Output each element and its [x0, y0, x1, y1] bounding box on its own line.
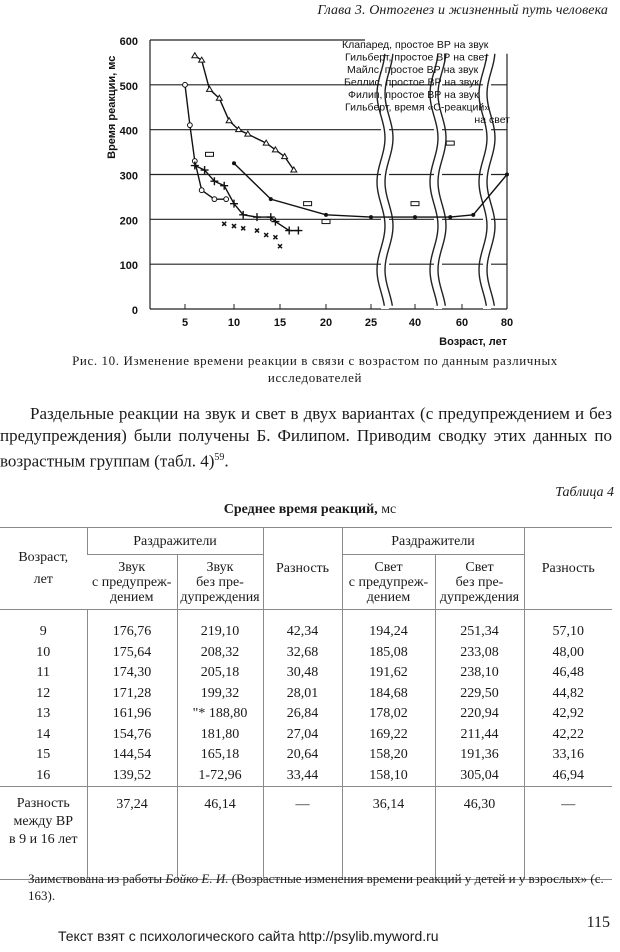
- legend-entry: Майлс, простое ВР на звук: [347, 64, 479, 76]
- y-tick-label: 300: [119, 170, 138, 183]
- point-dot: [369, 215, 373, 219]
- footer-value: 37,24: [87, 787, 177, 880]
- hdr-line: дением: [110, 589, 154, 605]
- footnote-ref[interactable]: 59: [214, 452, 225, 463]
- point-x: [264, 233, 268, 237]
- x-tick-label: 40: [408, 317, 422, 329]
- hdr-line: с предупреж-: [92, 574, 172, 590]
- footer-value: —: [263, 787, 342, 880]
- site-footer[interactable]: Текст взят с психологического сайта http://psylib.myword.ru: [58, 928, 439, 944]
- footer-label-line: между ВР: [13, 814, 73, 829]
- table-cell: 26,84: [286, 706, 319, 721]
- table-number: Таблица 4: [555, 485, 614, 500]
- hdr-line: Звук: [118, 559, 146, 575]
- point-circle: [199, 188, 204, 193]
- table-cell: 20,64: [286, 747, 319, 762]
- table-cell: 199,32: [200, 685, 240, 701]
- page-number: 115: [586, 914, 610, 931]
- figure-caption: Рис. 10. Изменение времени реакции в связи с возрастом по данным различных исследователей: [72, 353, 558, 385]
- table-cell: 10: [36, 644, 51, 660]
- point-rect: [411, 202, 419, 206]
- table-cell: 233,08: [460, 644, 499, 660]
- col-light-nowarn: [435, 610, 524, 787]
- table-cell: 15: [36, 747, 51, 762]
- table-cell: 220,94: [460, 706, 499, 721]
- table-cell: 46,48: [552, 665, 584, 680]
- table-cell: 181,80: [200, 726, 240, 742]
- col-light-diff: [524, 610, 612, 787]
- table-cell: 251,34: [460, 624, 499, 639]
- header-sound-warn: [87, 555, 177, 610]
- table-cell: 158,10: [369, 767, 408, 783]
- x-tick-label: 20: [319, 317, 333, 329]
- body-paragraph: [0, 403, 612, 473]
- point-dot: [448, 215, 452, 219]
- header-row-1: [0, 528, 612, 555]
- y-tick-label: 200: [119, 215, 138, 228]
- table-cell: 305,04: [460, 767, 499, 783]
- header-sound-nowarn: [177, 555, 263, 610]
- paragraph-text: Раздельные реакции на звук и свет в двух вариантах (с предупреждением и без предупреждения) были получены Б. Филипом. Приводим сводку этих данных по возрастным группам (табл. 4): [0, 404, 612, 471]
- header-age-line: лет: [33, 571, 53, 587]
- table-title-unit: мс: [377, 502, 397, 517]
- note-rest: (Возрастные изменения времени реакций у детей и у взрослых» (с. 163).: [28, 871, 604, 903]
- header-diff-sound: Разность: [263, 528, 342, 610]
- point-rect: [206, 152, 214, 156]
- y-axis-label: Время реакции, мс: [106, 55, 118, 159]
- series-line: [185, 85, 226, 199]
- hdr-line: Звук: [206, 559, 234, 575]
- hdr-line: дупреждения: [180, 589, 260, 605]
- hdr-line: дением: [366, 589, 411, 605]
- table-cell: "* 188,80: [192, 706, 248, 721]
- chart-svg: [95, 28, 525, 358]
- footer-value: —: [524, 787, 612, 880]
- point-dot: [232, 161, 236, 165]
- table-cell: 144,54: [112, 747, 152, 762]
- table-cell: 14: [36, 726, 51, 742]
- point-x: [255, 229, 259, 233]
- table-cell: 30,48: [286, 665, 319, 680]
- table-cell: 205,18: [200, 665, 240, 680]
- table-title: [0, 502, 620, 518]
- table-cell: 1-72,96: [198, 767, 242, 783]
- table-cell: 165,18: [200, 747, 240, 762]
- paragraph-end: .: [224, 451, 229, 471]
- point-dot: [269, 197, 273, 201]
- x-axis-label: Возраст, лет: [439, 336, 507, 348]
- table-cell: 175,64: [112, 644, 152, 660]
- table-cell: 161,96: [112, 706, 152, 721]
- table-cell: 185,08: [369, 644, 408, 660]
- point-cross: [220, 182, 228, 190]
- footer-label-line: Разность: [16, 796, 70, 811]
- point-dot: [471, 213, 475, 217]
- table-cell: 191,36: [460, 747, 499, 762]
- table-cell: 158,20: [369, 747, 408, 762]
- header-light-warn: [342, 555, 435, 610]
- table-cell: 33,16: [552, 747, 584, 762]
- legend-entry: Беллис, простое ВР на звук: [344, 76, 479, 89]
- table-body-row: [0, 610, 612, 787]
- table-title-bold: Среднее время реакций,: [223, 502, 378, 517]
- col-sound-diff: [263, 610, 342, 787]
- table-cell: 28,01: [286, 685, 319, 701]
- y-tick-label: 100: [119, 260, 138, 273]
- table-cell: 169,22: [369, 726, 408, 742]
- table-cell: 42,22: [552, 726, 584, 742]
- point-x: [241, 226, 245, 230]
- hdr-line: без пре-: [196, 574, 244, 590]
- point-circle: [188, 123, 193, 128]
- footer-value: 36,14: [342, 787, 435, 880]
- table-cell: 171,28: [112, 685, 152, 701]
- legend-entry: Клапаред, простое ВР на звук: [342, 39, 489, 51]
- col-sound-nowarn: [177, 610, 263, 787]
- hdr-line: с предупреж-: [348, 574, 429, 590]
- point-x: [278, 244, 282, 248]
- point-cross: [191, 162, 199, 170]
- table-cell: 48,00: [552, 644, 584, 660]
- table-cell: 154,76: [112, 726, 152, 742]
- point-triangle: [207, 86, 213, 91]
- point-x: [232, 224, 236, 228]
- running-header: Глава 3. Онтогенез и жизненный путь человека: [317, 3, 608, 18]
- hdr-line: без пре-: [455, 574, 504, 590]
- header-age: [0, 528, 87, 610]
- series-line: [234, 163, 507, 217]
- hdr-line: Свет: [465, 559, 494, 575]
- table-cell: 238,10: [460, 665, 499, 680]
- y-tick-label: 400: [119, 125, 138, 138]
- point-circle: [212, 197, 217, 202]
- legend-entry: Гильберт, простое ВР на свет: [345, 51, 489, 64]
- table-cell: 57,10: [552, 624, 584, 639]
- table-cell: 42,34: [286, 624, 319, 639]
- col-sound-warn: [87, 610, 177, 787]
- point-x: [273, 235, 277, 239]
- point-rect: [304, 202, 312, 206]
- point-cross: [285, 227, 293, 235]
- table-cell: 211,44: [460, 726, 499, 742]
- table-cell: 176,76: [112, 624, 152, 639]
- x-tick-label: 5: [181, 317, 189, 329]
- table-cell: 174,30: [112, 665, 152, 680]
- table-cell: 11: [36, 665, 50, 680]
- table-cell: 12: [36, 685, 51, 701]
- point-x: [222, 222, 226, 226]
- note-author: Бойко Е. И.: [165, 871, 229, 886]
- header-diff-light: Разность: [524, 528, 612, 610]
- point-rect: [322, 220, 330, 224]
- reaction-time-table: [0, 527, 612, 880]
- note-prefix: Заимствована из работы: [28, 871, 166, 886]
- table-cell: 9: [39, 624, 47, 639]
- y-tick-label: 600: [119, 36, 138, 48]
- table-cell: 191,62: [369, 665, 408, 680]
- footer-value: 46,14: [177, 787, 263, 880]
- point-circle: [224, 197, 229, 202]
- legend-entry: Филип, простое ВР на звук: [348, 89, 479, 101]
- table-cell: 194,24: [369, 624, 408, 639]
- table-cell: 32,68: [286, 644, 319, 660]
- table-footer-row: [0, 787, 612, 880]
- legend-entry: Гильберт, время «С-реакций»: [345, 101, 491, 114]
- point-rect: [446, 141, 454, 145]
- header-group-sound: Раздражители: [87, 528, 263, 555]
- table-cell: 219,10: [200, 624, 240, 639]
- table-cell: 139,52: [112, 767, 152, 783]
- x-tick-label: 15: [273, 317, 287, 329]
- x-tick-label: 25: [364, 317, 378, 329]
- table-cell: 229,50: [460, 685, 499, 701]
- table-cell: 178,02: [369, 706, 408, 721]
- point-dot: [413, 215, 417, 219]
- table-cell: 208,32: [200, 644, 240, 660]
- header-group-light: Раздражители: [342, 528, 524, 555]
- x-tick-label: 60: [455, 317, 469, 329]
- hdr-line: дупреждения: [439, 589, 520, 605]
- footer-value: 46,30: [435, 787, 524, 880]
- table-cell: 46,94: [552, 767, 584, 783]
- legend-entry: на свет: [474, 114, 510, 126]
- table-source-note: [28, 870, 613, 904]
- point-dot: [505, 173, 509, 177]
- point-dot: [324, 213, 328, 217]
- table-cell: 16: [36, 767, 51, 783]
- point-triangle: [199, 57, 205, 62]
- x-tick-label: 10: [227, 317, 241, 329]
- y-tick-label: 0: [131, 305, 138, 317]
- table-cell: 27,04: [286, 726, 319, 742]
- x-tick-label: 80: [500, 317, 514, 329]
- col-light-warn: [342, 610, 435, 787]
- header-light-nowarn: [435, 555, 524, 610]
- table-cell: 184,68: [369, 685, 408, 701]
- footer-label-line: в 9 и 16 лет: [9, 832, 78, 847]
- col-ages: [0, 610, 87, 787]
- header-age-line: Возраст,: [18, 549, 69, 565]
- table-cell: 44,82: [552, 685, 584, 701]
- table-cell: 13: [36, 706, 51, 721]
- reaction-time-chart: [95, 28, 525, 358]
- point-triangle: [226, 118, 232, 123]
- point-circle: [183, 82, 188, 87]
- point-cross: [294, 227, 302, 235]
- hdr-line: Свет: [374, 559, 403, 575]
- y-tick-label: 500: [119, 80, 138, 93]
- table-cell: 42,92: [552, 706, 584, 721]
- table-cell: 33,44: [286, 767, 319, 783]
- point-triangle: [192, 53, 198, 58]
- footer-label: [0, 787, 87, 880]
